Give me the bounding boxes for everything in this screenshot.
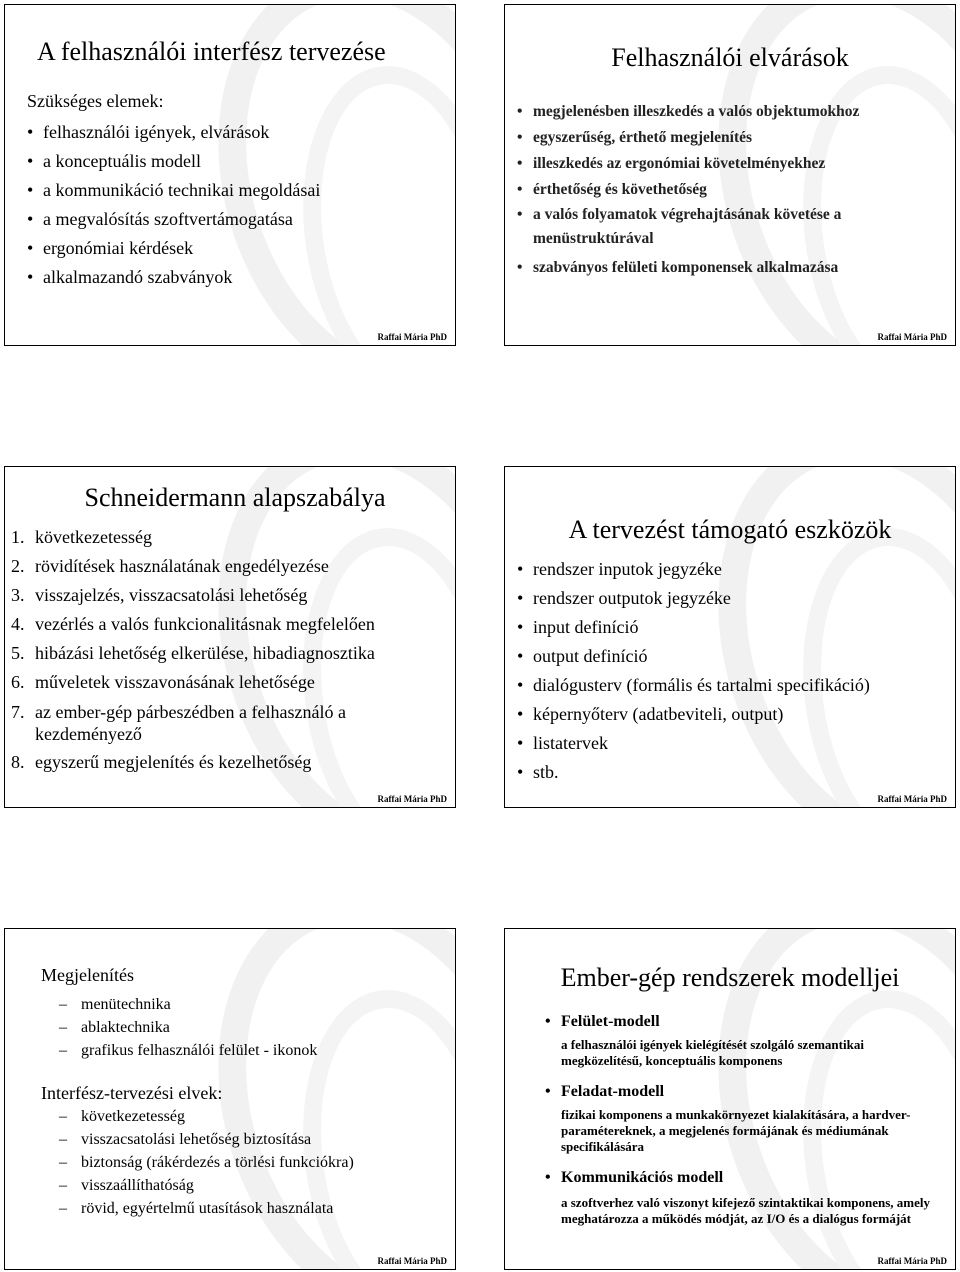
list-item bbox=[11, 552, 445, 581]
list-text: hibázási lehetőség elkerülése, hibadiagnosztika bbox=[35, 643, 375, 663]
list-item bbox=[545, 1011, 941, 1033]
list-text: következetesség bbox=[35, 527, 152, 547]
list-item: – biztonság (rákérdezés a törlési funkciókra) bbox=[59, 1151, 354, 1174]
dash-list bbox=[59, 993, 317, 1062]
bullet-list bbox=[517, 555, 949, 787]
slide-footer: Raffai Mária PhD bbox=[377, 1256, 447, 1266]
list-number: 1. bbox=[11, 527, 25, 547]
slide-subtitle: Szükséges elemek: bbox=[27, 91, 164, 111]
list-item: – visszacsatolási lehetőség biztosítása bbox=[59, 1128, 354, 1151]
list-text: műveletek visszavonásának lehetősége bbox=[35, 672, 315, 692]
list-item: • szabványos felületi komponensek alkalmazása bbox=[517, 255, 945, 281]
list-number: 8. bbox=[11, 752, 25, 772]
bullet-list bbox=[545, 1011, 941, 1227]
list-number: 7. bbox=[11, 702, 25, 722]
list-item: • input definíció bbox=[517, 613, 949, 642]
list-item-desc bbox=[545, 1107, 941, 1155]
slide-title: A felhasználói interfész tervezése bbox=[37, 37, 386, 66]
list-item bbox=[11, 639, 445, 668]
list-item: – menütechnika bbox=[59, 993, 317, 1016]
list-number: 3. bbox=[11, 585, 25, 605]
model-label: Kommunikációs modell bbox=[561, 1169, 724, 1186]
list-text: visszajelzés, visszacsatolási lehetőség bbox=[35, 585, 308, 605]
list-item: – visszaállíthatóság bbox=[59, 1174, 354, 1197]
list-item: • egyszerűség, érthető megjelenítés bbox=[517, 125, 945, 151]
list-item: • output definíció bbox=[517, 642, 949, 671]
list-item: • érthetőség és követhetőség bbox=[517, 177, 945, 203]
list-item: • képernyőterv (adatbeviteli, output) bbox=[517, 700, 949, 729]
list-text: egyszerű megjelenítés és kezelhetőség bbox=[35, 752, 312, 772]
list-text: az ember-gép párbeszédben a felhasználó a kezdeményező bbox=[35, 702, 346, 744]
list-item bbox=[545, 1081, 941, 1103]
list-item: – rövid, egyértelmű utasítások használata bbox=[59, 1197, 354, 1220]
list-item bbox=[11, 697, 445, 748]
list-item: • listatervek bbox=[517, 729, 949, 758]
list-item: • illeszkedés az ergonómiai követelményekhez bbox=[517, 151, 945, 177]
list-item: • a valós folyamatok végrehajtásának követése a menüstruktúrával bbox=[517, 203, 945, 251]
list-number: 2. bbox=[11, 556, 25, 576]
slide-5 bbox=[4, 928, 456, 1270]
model-description: a felhasználói igények kielégítését szolgáló szemantikai megközelítésű, konceptuális komponens bbox=[561, 1037, 864, 1068]
section-heading-interfesz-elvek: Interfész-tervezési elvek: bbox=[41, 1083, 223, 1103]
list-item bbox=[545, 1167, 941, 1189]
slide-footer: Raffai Mária PhD bbox=[877, 332, 947, 342]
slide-title: Schneidermann alapszabálya bbox=[84, 483, 386, 512]
slide-3 bbox=[4, 466, 456, 808]
list-text: vezérlés a valós funkcionalitásnak megfelelően bbox=[35, 614, 375, 634]
list-item bbox=[11, 581, 445, 610]
list-item: • rendszer outputok jegyzéke bbox=[517, 584, 949, 613]
numbered-list bbox=[11, 523, 445, 777]
list-item: • dialógusterv (formális és tartalmi specifikáció) bbox=[517, 671, 949, 700]
bullet-list bbox=[517, 99, 945, 281]
list-item-desc bbox=[545, 1037, 941, 1069]
list-item: • a kommunikáció technikai megoldásai bbox=[27, 176, 320, 205]
section-heading-megjelenites: Megjelenítés bbox=[41, 965, 134, 985]
slide-footer: Raffai Mária PhD bbox=[877, 794, 947, 804]
slide-footer: Raffai Mária PhD bbox=[377, 794, 447, 804]
slide-title: Felhasználói elvárások bbox=[611, 43, 849, 72]
dash-list bbox=[59, 1105, 354, 1220]
slide-footer: Raffai Mária PhD bbox=[877, 1256, 947, 1266]
list-item: • alkalmazandó szabványok bbox=[27, 263, 320, 292]
slide-6 bbox=[504, 928, 956, 1270]
slide-footer: Raffai Mária PhD bbox=[377, 332, 447, 342]
slide-title: A tervezést támogató eszközök bbox=[568, 515, 892, 544]
bullet-list bbox=[27, 118, 320, 292]
model-label: Felület-modell bbox=[561, 1013, 660, 1030]
list-item: – ablaktechnika bbox=[59, 1016, 317, 1039]
list-item: • a konceptuális modell bbox=[27, 147, 320, 176]
model-description: fizikai komponens a munkakörnyezet kialakítására, a hardver-paramétereknek, a megjelenés formájának és médiumának specifikálására bbox=[561, 1107, 911, 1154]
list-number: 4. bbox=[11, 614, 25, 634]
list-item: • ergonómiai kérdések bbox=[27, 234, 320, 263]
list-item: – grafikus felhasználói felület - ikonok bbox=[59, 1039, 317, 1062]
list-item bbox=[11, 610, 445, 639]
list-number: 5. bbox=[11, 643, 25, 663]
list-item: • stb. bbox=[517, 758, 949, 787]
list-item: • felhasználói igények, elvárások bbox=[27, 118, 320, 147]
model-description: a szoftverhez való viszonyt kifejező szintaktikai komponens, amely meghatározza a működés módját, az I/O és a dialógus formáját bbox=[561, 1195, 931, 1226]
slide-title: Ember-gép rendszerek modelljei bbox=[560, 963, 900, 992]
slide-4 bbox=[504, 466, 956, 808]
list-item: • a megvalósítás szoftvertámogatása bbox=[27, 205, 320, 234]
slide-2 bbox=[504, 4, 956, 346]
list-item bbox=[11, 748, 445, 777]
list-item bbox=[11, 668, 445, 697]
slide-1 bbox=[4, 4, 456, 346]
list-item-desc bbox=[545, 1195, 941, 1227]
list-item bbox=[11, 523, 445, 552]
list-item: • megjelenésben illeszkedés a valós objektumokhoz bbox=[517, 99, 945, 125]
model-label: Feladat-modell bbox=[561, 1083, 665, 1100]
list-number: 6. bbox=[11, 672, 25, 692]
list-text: rövidítések használatának engedélyezése bbox=[35, 556, 329, 576]
list-item: • rendszer inputok jegyzéke bbox=[517, 555, 949, 584]
list-item: – következetesség bbox=[59, 1105, 354, 1128]
